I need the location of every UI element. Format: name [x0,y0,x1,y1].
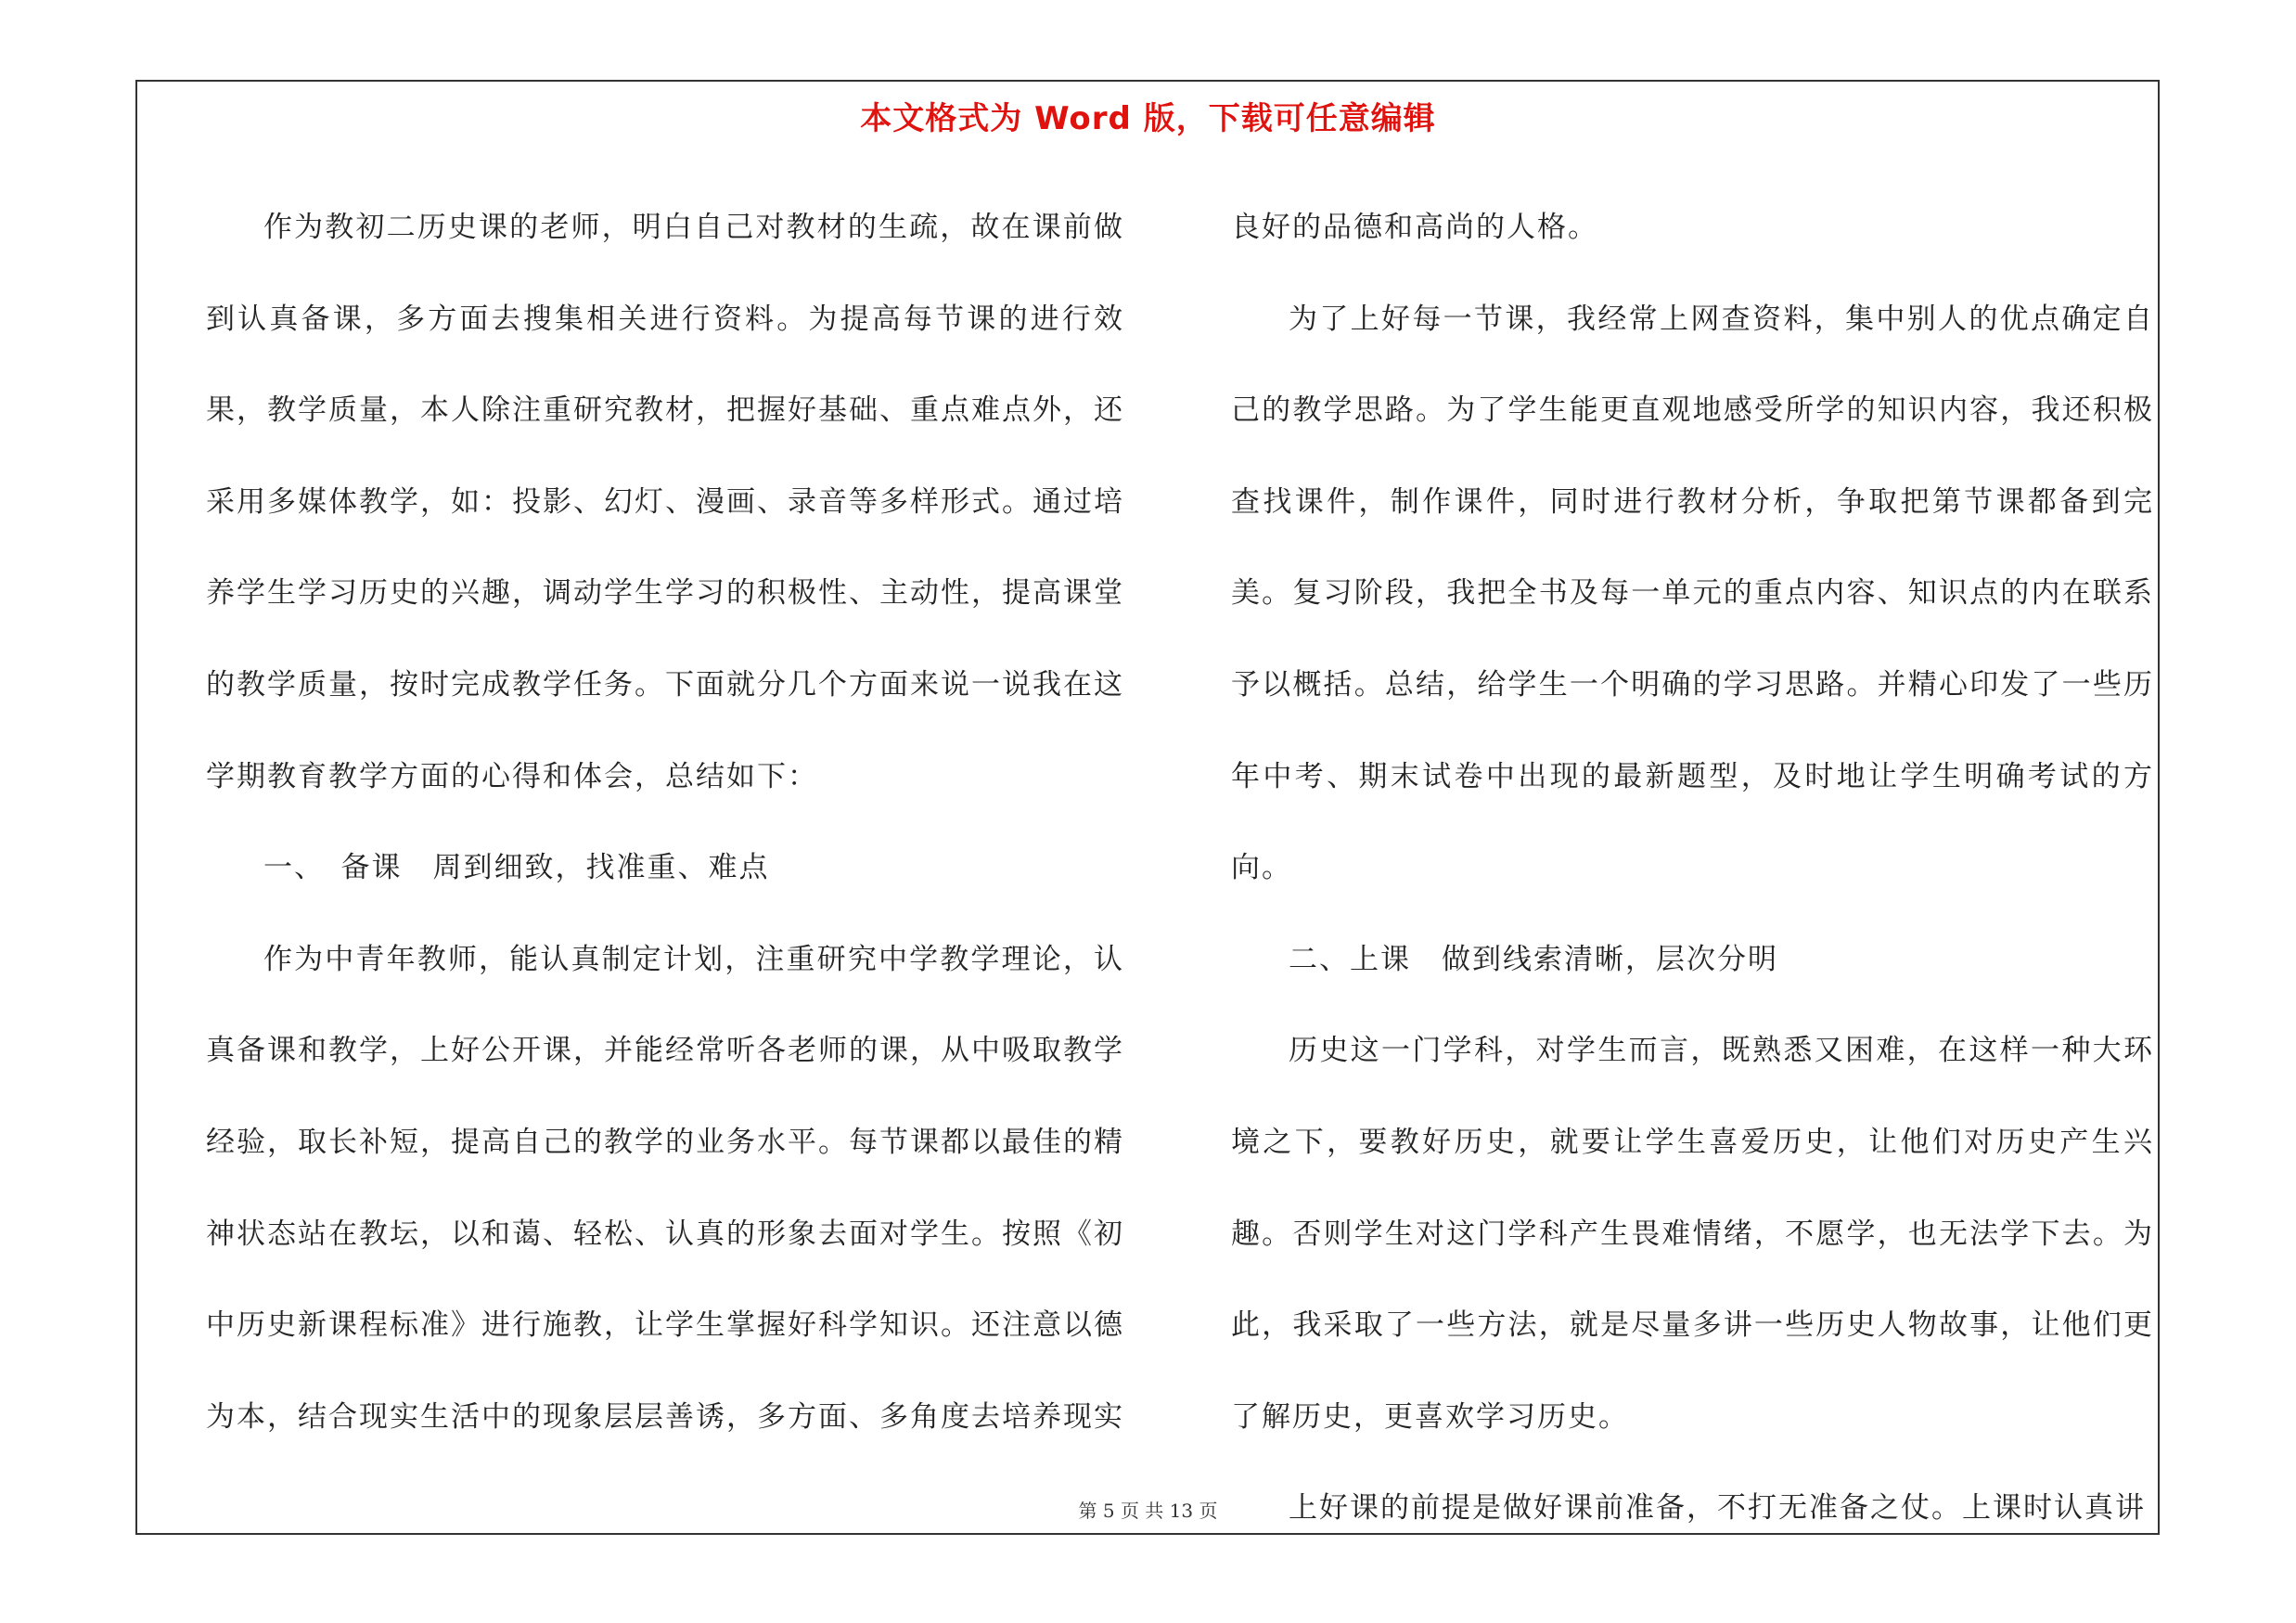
paragraph: 作为教初二历史课的老师，明白自己对教材的生疏，故在课前做到认真备课，多方面去搜集相关进行资料。为提高每节课的进行效果，教学质量，本人除注重研究教材，把握好基础、重点难点外，还采用多媒体教学，如：投影、幻灯、漫画、录音等多样形式。通过培养学生学习历史的兴趣，调动学生学习的积极性、主动性，提高课堂的教学质量，按时完成教学任务。下面就分几个方面来说一说我在这学期教育教学方面的心得和体会，总结如下： [206,211,1124,793]
left-column [206,182,1124,1462]
paragraph-continuation: 良好的品德和高尚的人格。 [1231,211,1598,244]
paragraph: 作为中青年教师，能认真制定计划，注重研究中学教学理论，认真备课和教学，上好公开课，并能经常听各老师的课，从中吸取教学经验，取长补短，提高自己的教学的业务水平。每节课都以最佳的精神状态站在教坛，以和蔼、轻松、认真的形象去面对学生。按照《初中历史新课程标准》进行施教，让学生掌握好科学知识。还注意以德为本，结合现实生活中的现象层层善诱，多方面、多角度去培养现实 [206,942,1124,1434]
paragraph: 为了上好每一节课，我经常上网查资料，集中别人的优点确定自己的教学思路。为了学生能更直观地感受所学的知识内容，我还积极查找课件，制作课件，同时进行教材分析，争取把第节课都备到完美。复习阶段，我把全书及每一单元的重点内容、知识点的内在联系予以概括。总结，给学生一个明确的学习思路。并精心印发了一些历年中考、期末试卷中出现的最新题型，及时地让学生明确考试的方向。 [1231,302,2154,885]
paragraph: 历史这一门学科，对学生而言，既熟悉又困难，在这样一种大环境之下，要教好历史，就要让学生喜爱历史，让他们对历史产生兴趣。否则学生对这门学科产生畏难情绪，不愿学，也无法学下去。为此，我采取了一些方法，就是尽量多讲一些历史人物故事，让他们更了解历史，更喜欢学习历史。 [1231,1034,2154,1434]
paragraph: 上好课的前提是做好课前准备，不打无准备之仗。上课时认真讲 [1289,1491,2146,1526]
right-column [1231,182,2154,1554]
page-number: 第 5 页 共 13 页 [1078,1500,1218,1522]
section-heading: 二、上课 做到线索清晰，层次分明 [1289,942,1778,976]
format-banner: 本文格式为 Word 版，下载可任意编辑 [860,100,1436,137]
section-heading: 一、 备课 周到细致，找准重、难点 [263,851,770,885]
